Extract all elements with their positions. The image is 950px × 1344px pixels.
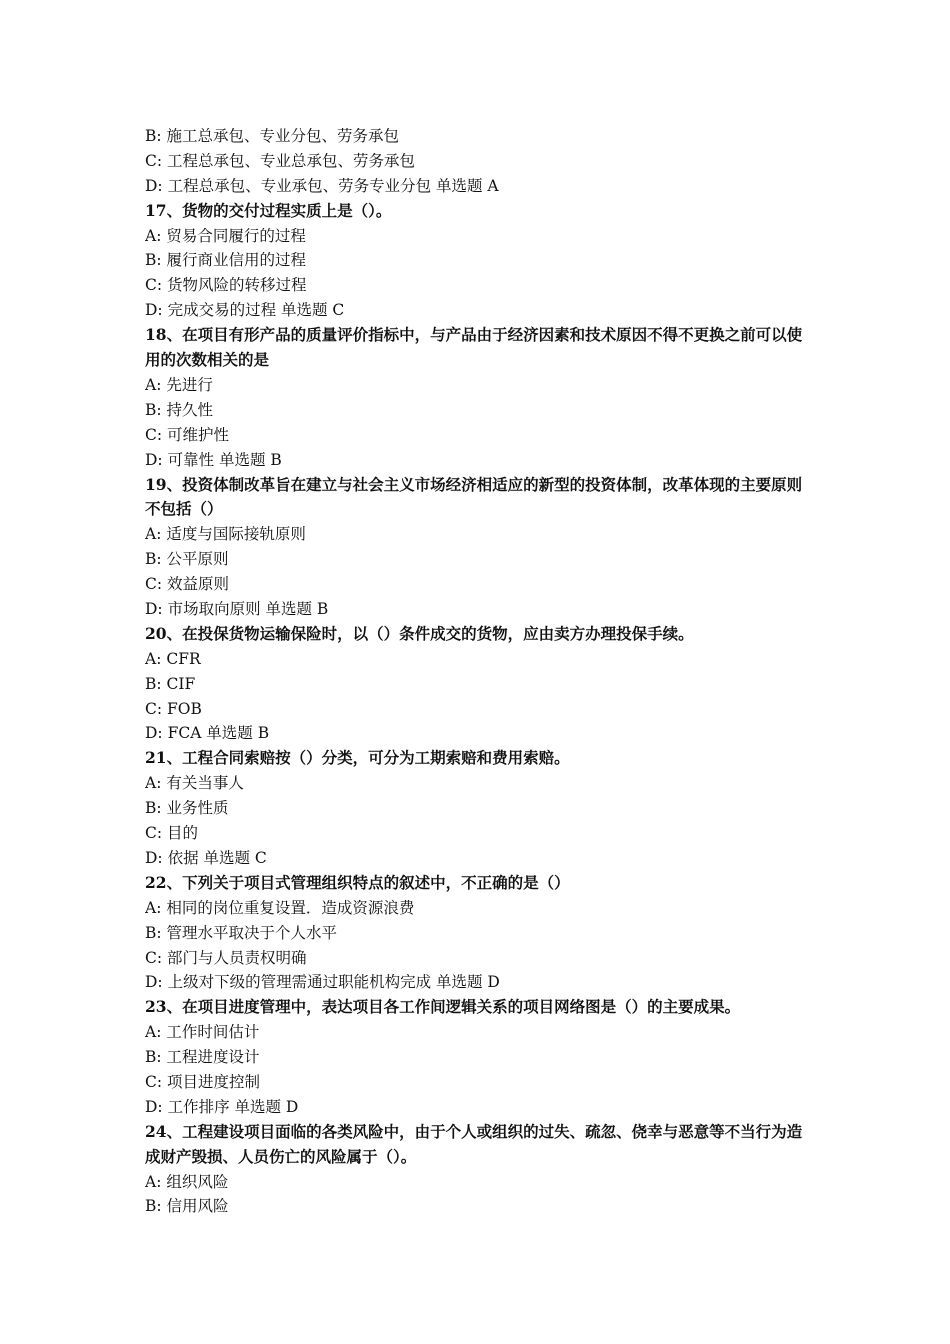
answer-option: A: CFR [145,649,201,668]
answer-option: B: 履行商业信用的过程 [145,251,307,270]
answer-option: C: 可维护性 [145,425,230,444]
question-text: 18、在项目有形产品的质量评价指标中，与产品由于经济因素和技术原因不得不更换之前可以使用的次数相关的是 [145,325,803,370]
answer-option: A: 适度与国际接轨原则 [145,525,306,544]
answer-option: D: 完成交易的过程 单选题 C [145,301,345,320]
answer-option: C: 货物风险的转移过程 [145,276,307,295]
answer-option: B: 公平原则 [145,550,229,569]
answer-option: A: 贸易合同履行的过程 [145,226,306,245]
answer-option: A: 有关当事人 [145,774,244,793]
question-text: 22、下列关于项目式管理组织特点的叙述中，不正确的是（） [145,872,570,892]
answer-option: D: FCA 单选题 B [145,724,270,743]
question-text: 17、货物的交付过程实质上是（）。 [145,200,392,220]
question-text: 21、工程合同索赔按（）分类，可分为工期索赔和费用索赔。 [145,748,570,768]
question-text: 24、工程建设项目面临的各类风险中，由于个人或组织的过失、疏忽、侥幸与恶意等不当行为造成财产毁损、人员伤亡的风险属于（）。 [145,1121,803,1166]
answer-option: C: 部门与人员责权明确 [145,948,307,967]
answer-option: C: 工程总承包、专业总承包、劳务承包 [145,151,416,170]
answer-option: A: 工作时间估计 [145,1023,260,1042]
answer-option: B: 业务性质 [145,799,229,818]
answer-option: B: 持久性 [145,400,214,419]
answer-option: B: 施工总承包、专业分包、劳务承包 [145,127,400,145]
answer-option: B: CIF [145,674,196,693]
answer-option: B: 工程进度设计 [145,1048,260,1067]
answer-option: D: 工程总承包、专业承包、劳务专业分包 单选题 A [145,176,499,195]
answer-option: C: 项目进度控制 [145,1072,261,1091]
answer-option: B: 管理水平取决于个人水平 [145,923,338,942]
answer-option: D: 市场取向原则 单选题 B [145,600,329,618]
answer-option: D: 依据 单选题 C [145,848,267,867]
answer-option: C: 目的 [145,824,199,843]
answer-option: C: 效益原则 [145,575,230,594]
question-text: 23、在项目进度管理中，表达项目各工作间逻辑关系的项目网络图是（）的主要成果。 [145,997,741,1017]
question-text: 19、投资体制改革旨在建立与社会主义市场经济相适应的新型的投资体制，改革体现的主要原则不包括（） [145,474,803,519]
answer-option: A: 先进行 [145,375,213,394]
answer-option: B: 信用风险 [145,1197,229,1216]
answer-option: D: 上级对下级的管理需通过职能机构完成 单选题 D [145,973,500,992]
answer-option: D: 工作排序 单选题 D [145,1097,299,1116]
answer-option: C: FOB [145,699,202,718]
document-body [145,124,810,1219]
question-text: 20、在投保货物运输保险时，以（）条件成交的货物，应由卖方办理投保手续。 [145,623,694,643]
answer-option: D: 可靠性 单选题 B [145,450,282,469]
answer-option: A: 相同的岗位重复设置．造成资源浪费 [145,898,415,917]
answer-option: A: 组织风险 [145,1172,229,1191]
